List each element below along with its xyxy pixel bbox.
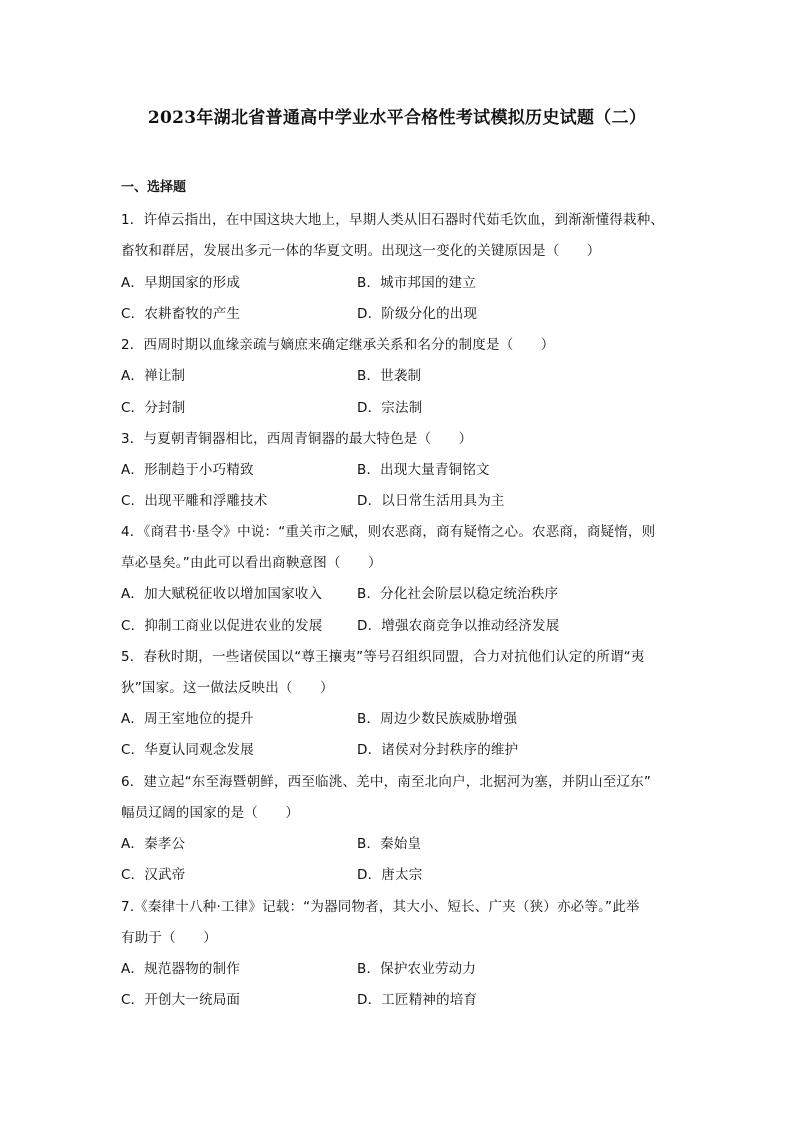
question-6-option-a: A．秦孝公 xyxy=(121,836,186,852)
question-7-option-a: A．规范器物的制作 xyxy=(121,961,241,977)
question-5-option-c: C．华夏认同观念发展 xyxy=(121,742,254,758)
question-2-option-b: B．世袭制 xyxy=(357,368,422,384)
question-3-option-b: B．出现大量青铜铭文 xyxy=(357,462,490,478)
question-4-option-d: D．增强农商竞争以推动经济发展 xyxy=(357,618,560,634)
question-1-line-2: 畜牧和群居，发展出多元一体的华夏文明。出现这一变化的关键原因是（ ） xyxy=(121,243,601,259)
question-1-option-c: C．农耕畜牧的产生 xyxy=(121,306,241,322)
question-1-option-a: A．早期国家的形成 xyxy=(121,275,241,291)
question-5-line-2: 狄”国家。这一做法反映出（ ） xyxy=(121,680,334,696)
question-7-option-b: B．保护农业劳动力 xyxy=(357,961,477,977)
question-4-option-b: B．分化社会阶层以稳定统治秩序 xyxy=(357,586,559,602)
question-1-option-d: D．阶级分化的出现 xyxy=(357,306,478,322)
question-4-option-a: A．加大赋税征收以增加国家收入 xyxy=(121,586,323,602)
question-2-option-c: C．分封制 xyxy=(121,400,186,416)
question-7-line-2: 有助于（ ） xyxy=(121,930,217,946)
question-3-option-a: A．形制趋于小巧精致 xyxy=(121,462,254,478)
question-3-line-1: 3．与夏朝青铜器相比，西周青铜器的最大特色是（ ） xyxy=(121,431,473,447)
question-7-option-c: C．开创大一统局面 xyxy=(121,992,241,1008)
question-4-line-2: 草必垦矣。”由此可以看出商鞅意图（ ） xyxy=(121,555,382,571)
question-6-option-b: B．秦始皇 xyxy=(357,836,422,852)
question-2-option-a: A．禅让制 xyxy=(121,368,186,384)
question-2-line-1: 2．西周时期以血缘亲疏与嫡庶来确定继承关系和名分的制度是（ ） xyxy=(121,337,555,353)
question-5-option-d: D．诸侯对分封秩序的维护 xyxy=(357,742,519,758)
section-heading: 一、选择题 xyxy=(121,180,187,195)
question-6-option-c: C．汉武帝 xyxy=(121,867,186,883)
question-6-option-d: D．唐太宗 xyxy=(357,867,423,883)
question-5-line-1: 5．春秋时期，一些诸侯国以“尊王攘夷”等号召组织同盟，合力对抗他们认定的所谓“夷 xyxy=(121,649,645,665)
question-5-option-b: B．周边少数民族威胁增强 xyxy=(357,711,518,727)
question-5-option-a: A．周王室地位的提升 xyxy=(121,711,254,727)
question-1-option-b: B．城市邦国的建立 xyxy=(357,275,477,291)
page-title: 2023年湖北省普通高中学业水平合格性考试模拟历史试题（二） xyxy=(147,108,647,128)
question-3-option-c: C．出现平雕和浮雕技术 xyxy=(121,493,268,509)
question-7-line-1: 7.《秦律十八种·工律》记载：“为器同物者，其大小、短长、广夹（狭）亦必等。”此举 xyxy=(121,899,640,915)
question-6-line-1: 6．建立起“东至海暨朝鲜，西至临洮、羌中，南至北向户，北据河为塞，并阴山至辽东” xyxy=(121,774,652,790)
question-3-option-d: D．以日常生活用具为主 xyxy=(357,493,505,509)
question-6-line-2: 幅员辽阔的国家的是（ ） xyxy=(121,805,300,821)
question-4-line-1: 4．《商君书·垦令》中说：“重关市之赋，则农恶商，商有疑惰之心。农恶商，商疑惰，则 xyxy=(121,524,656,540)
question-7-option-d: D．工匠精神的培育 xyxy=(357,992,478,1008)
question-2-option-d: D．宗法制 xyxy=(357,400,423,416)
question-1-line-1: 1．许倬云指出，在中国这块大地上，早期人类从旧石器时代茹毛饮血，到渐渐懂得栽种、 xyxy=(121,212,665,228)
question-4-option-c: C．抑制工商业以促进农业的发展 xyxy=(121,618,323,634)
